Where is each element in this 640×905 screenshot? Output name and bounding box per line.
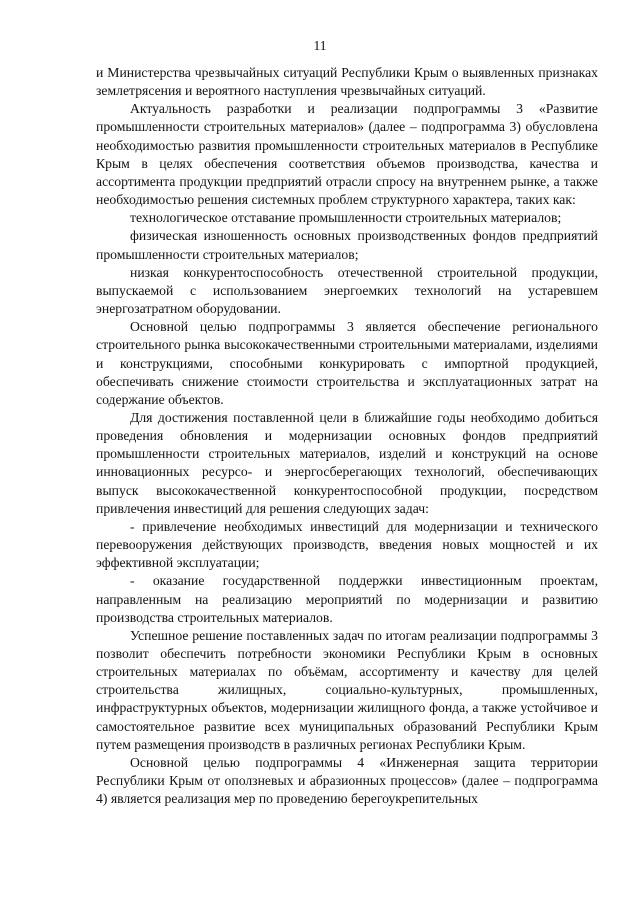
paragraph-continuation: и Министерства чрезвычайных ситуаций Республики Крым о выявленных признаках землетрясения и вероятного наступления чрезвычайных ситуаций. [96, 65, 598, 99]
paragraph-success: Успешное решение поставленных задач по итогам реализации подпрограммы 3 позволит обеспечить потребности экономики Республики Крым в основных строительных материалах по объёмам, ассортименту и качеству для целей строительства жилищных, социально-культурных, промышленных, инфраструктурных объектов, модернизации жилищного фонда, а также устойчивое и самостоятельное развитие всех муниципальных образований Республики Крым путем размещения производств в различных регионах Республики Крым. [96, 627, 598, 752]
paragraph-relevance: Актуальность разработки и реализации подпрограммы 3 «Развитие промышленности строительных материалов» (далее – подпрограмма 3) обусловлена необходимостью развития промышленности строительных материалов в Республике Крым в целях обеспечения соответствия объемов производства, качества и ассортимента продукции предприятий отрасли спросу на внутреннем рынке, а также необходимостью решения системных проблем структурного характера, таких как: [96, 101, 598, 208]
paragraph-task-2: - оказание государственной поддержки инвестиционным проектам, направленным на реализацию мероприятий по модернизации и развитию производства строительных материалов. [96, 573, 598, 625]
paragraph-problem-1: технологическое отставание промышленности строительных материалов; [130, 210, 562, 226]
page-number: 11 [313, 38, 327, 53]
paragraph-achievement: Для достижения поставленной цели в ближайшие годы необходимо добиться проведения обновления и модернизации основных фондов предприятий промышленности строительных материалов, изделий и конструкций на основе инновационных ресурсо- и энергосберегающих технологий, обеспечивающих выпуск высококачественной конкурентоспособной продукции, посредством привлечения инвестиций для решения следующих задач: [96, 409, 598, 516]
paragraph-main-goal-3: Основной целью подпрограммы 3 является обеспечение регионального строительного рынка высококачественными строительными материалами, изделиями и конструкциями, способными конкурировать с импортной продукцией, обеспечивать снижение стоимости строительства и эксплуатационных затрат на содержание объектов. [96, 319, 598, 407]
paragraph-main-goal-4: Основной целью подпрограммы 4 «Инженерная защита территории Республики Крым от оползневых и абразионных процессов» (далее – подпрограмма 4) является реализация мер по проведению берегоукрепительных [96, 754, 598, 807]
document-body [96, 64, 598, 808]
paragraph-problem-2: физическая изношенность основных производственных фондов предприятий промышленности строительных материалов; [96, 228, 598, 262]
paragraph-task-1: - привлечение необходимых инвестиций для модернизации и технического перевооружения действующих производств, введения новых мощностей и их эффективной эксплуатации; [96, 518, 598, 571]
paragraph-problem-3: низкая конкурентоспособность отечественной строительной продукции, выпускаемой с использованием энергоемких технологий на устаревшем энергозатратном оборудовании. [96, 264, 598, 317]
